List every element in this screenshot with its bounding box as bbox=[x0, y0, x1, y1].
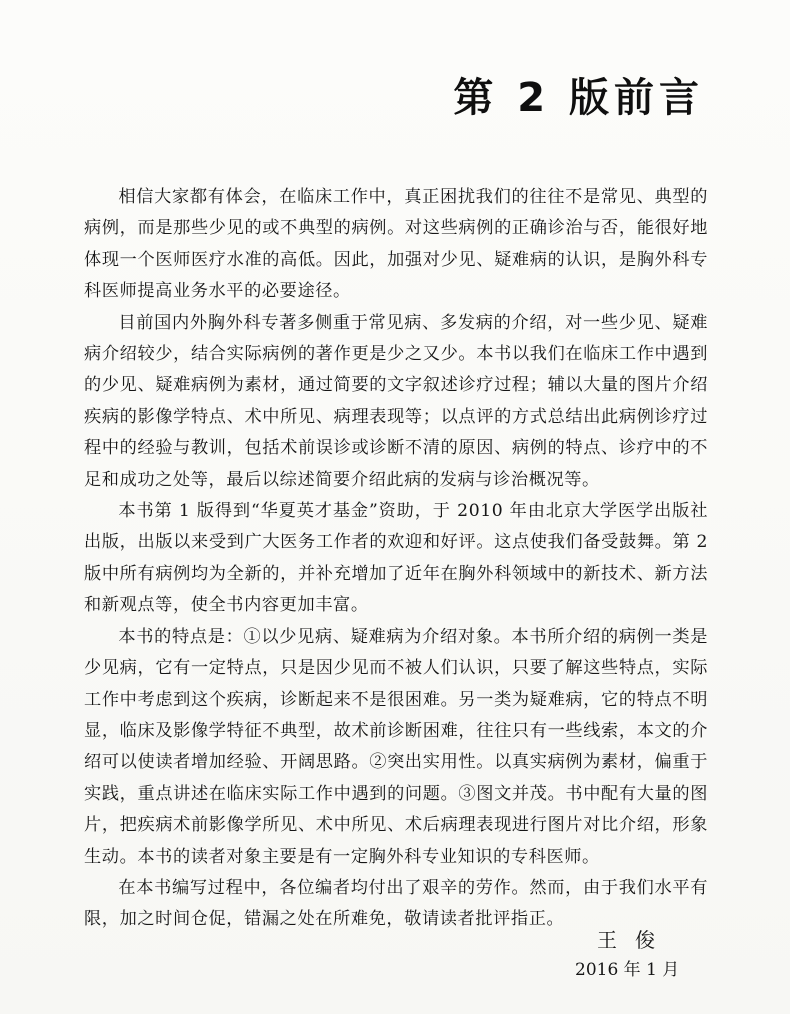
author-signature: 王俊 bbox=[597, 928, 673, 952]
paragraph-1: 相信大家都有体会，在临床工作中，真正困扰我们的往往不是常见、典型的病例，而是那些少见的或不典型的病例。对这些病例的正确诊治与否，能很好地体现一个医师医疗水准的高低。因此，加强对少见、疑难病的认识，是胸外科专科医师提高业务水平的必要途径。 bbox=[84, 187, 708, 302]
paragraph-4: 本书的特点是：①以少见病、疑难病为介绍对象。本书所介绍的病例一类是少见病，它有一定特点，只是因少见而不被人们认识，只要了解这些特点，实际工作中考虑到这个疾病，诊断起来不是很困难。另一类为疑难病，它的特点不明显，临床及影像学特征不典型，故术前诊断困难，往往只有一些线索，本文的介绍可以使读者增加经验、开阔思路。②突出实用性。以真实病例为素材，偏重于实践，重点讲述在临床实际工作中遇到的问题。③图文并茂。书中配有大量的图片，把疾病术前影像学所见、术中所见、术后病理表现进行图片对比介绍，形象生动。本书的读者对象主要是有一定胸外科专业知识的专科医师。 bbox=[84, 626, 708, 867]
paragraph-3: 本书第 1 版得到“华夏英才基金”资助，于 2010 年由北京大学医学出版社出版，出版以来受到广大医务工作者的欢迎和好评。这点使我们备受鼓舞。第 2 版中所有病例均为全新的，并补充增加了近年在胸外科领域中的新技术、新方法和新观点等，使全书内容更加丰富。 bbox=[84, 501, 708, 616]
paragraph-2: 目前国内外胸外科专著多侧重于常见病、多发病的介绍，对一些少见、疑难病介绍较少，结合实际病例的著作更是少之又少。本书以我们在临床工作中遇到的少见、疑难病例为素材，通过简要的文字叙述诊疗过程；辅以大量的图片介绍疾病的影像学特点、术中所见、病理表现等；以点评的方式总结出此病例诊疗过程中的经验与教训，包括术前误诊或诊断不清的原因、病例的特点、诊疗中的不足和成功之处等，最后以综述简要介绍此病的发病与诊治概况等。 bbox=[84, 312, 708, 490]
preface-date: 2016 年 1 月 bbox=[575, 960, 680, 980]
page-title: 第 2 版前言 bbox=[453, 75, 704, 121]
preface-body bbox=[84, 182, 708, 936]
paragraph-5: 在本书编写过程中，各位编者均付出了艰辛的劳作。然而，由于我们水平有限，加之时间仓促，错漏之处在所难免，敬请读者批评指正。 bbox=[84, 877, 708, 930]
